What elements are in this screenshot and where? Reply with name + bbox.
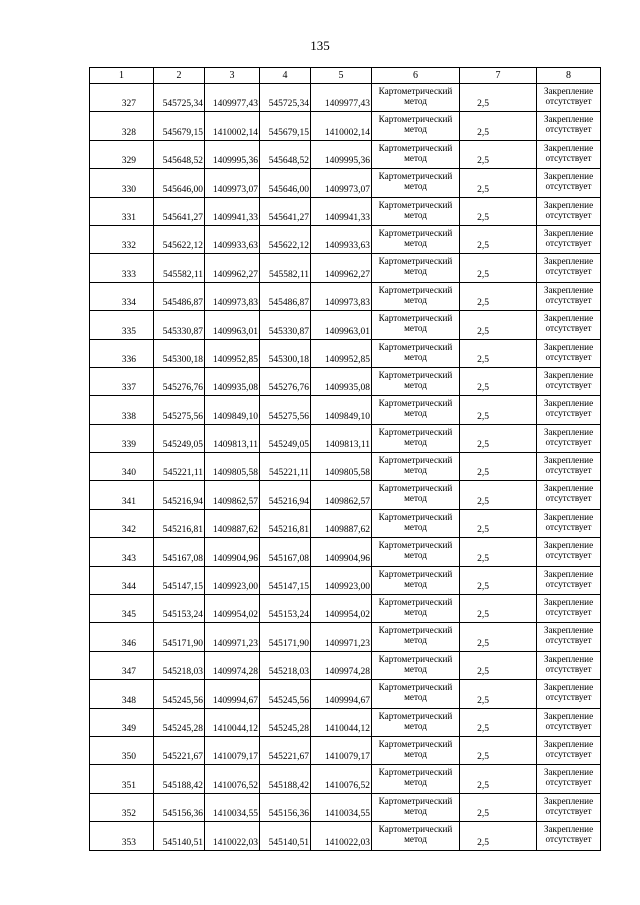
table-row [90,822,601,850]
y-coordinate-cell: 1410002,14 [311,112,372,140]
precision-cell: 2,5 [460,282,537,310]
coordinates-table [89,67,601,851]
precision-cell: 2,5 [460,708,537,736]
x-coordinate-cell: 545218,03 [260,651,311,679]
column-header: 8 [537,68,601,84]
point-number-cell: 334 [90,282,154,310]
y-coordinate-cell: 1409887,62 [311,509,372,537]
method-cell: Картометрический метод [372,453,460,481]
x-coordinate-cell: 545221,11 [260,453,311,481]
column-header: 5 [311,68,372,84]
fixation-cell: Закрепление отсутствует [537,453,601,481]
method-cell: Картометрический метод [372,140,460,168]
y-coordinate-cell: 1410079,17 [205,736,260,764]
x-coordinate-cell: 545216,81 [260,509,311,537]
precision-cell: 2,5 [460,765,537,793]
y-coordinate-cell: 1410079,17 [311,736,372,764]
point-number-cell: 328 [90,112,154,140]
x-coordinate-cell: 545140,51 [260,822,311,850]
x-coordinate-cell: 545622,12 [260,225,311,253]
table-row [90,623,601,651]
precision-cell: 2,5 [460,481,537,509]
y-coordinate-cell: 1409862,57 [205,481,260,509]
y-coordinate-cell: 1409954,02 [311,595,372,623]
x-coordinate-cell: 545582,11 [154,254,205,282]
precision-cell: 2,5 [460,197,537,225]
y-coordinate-cell: 1409971,23 [205,623,260,651]
y-coordinate-cell: 1409962,27 [205,254,260,282]
precision-cell: 2,5 [460,680,537,708]
x-coordinate-cell: 545221,11 [154,453,205,481]
method-cell: Картометрический метод [372,566,460,594]
method-cell: Картометрический метод [372,623,460,651]
table-row [90,169,601,197]
table-row [90,367,601,395]
y-coordinate-cell: 1409933,63 [311,225,372,253]
fixation-cell: Закрепление отсутствует [537,254,601,282]
x-coordinate-cell: 545221,67 [260,736,311,764]
method-cell: Картометрический метод [372,481,460,509]
x-coordinate-cell: 545171,90 [154,623,205,651]
table-row [90,736,601,764]
fixation-cell: Закрепление отсутствует [537,84,601,112]
y-coordinate-cell: 1410044,12 [311,708,372,736]
fixation-cell: Закрепление отсутствует [537,708,601,736]
fixation-cell: Закрепление отсутствует [537,424,601,452]
x-coordinate-cell: 545648,52 [154,140,205,168]
table-row [90,566,601,594]
y-coordinate-cell: 1409995,36 [311,140,372,168]
x-coordinate-cell: 545679,15 [260,112,311,140]
method-cell: Картометрический метод [372,793,460,821]
fixation-cell: Закрепление отсутствует [537,538,601,566]
y-coordinate-cell: 1409849,10 [311,396,372,424]
point-number-cell: 345 [90,595,154,623]
point-number-cell: 340 [90,453,154,481]
y-coordinate-cell: 1409849,10 [205,396,260,424]
point-number-cell: 329 [90,140,154,168]
fixation-cell: Закрепление отсутствует [537,481,601,509]
point-number-cell: 348 [90,680,154,708]
fixation-cell: Закрепление отсутствует [537,595,601,623]
y-coordinate-cell: 1409973,83 [205,282,260,310]
method-cell: Картометрический метод [372,84,460,112]
table-row [90,424,601,452]
method-cell: Картометрический метод [372,112,460,140]
table-row [90,225,601,253]
table-row [90,282,601,310]
table-body [90,84,601,851]
y-coordinate-cell: 1409963,01 [311,311,372,339]
x-coordinate-cell: 545188,42 [154,765,205,793]
point-number-cell: 339 [90,424,154,452]
method-cell: Картометрический метод [372,339,460,367]
x-coordinate-cell: 545249,05 [154,424,205,452]
method-cell: Картометрический метод [372,509,460,537]
x-coordinate-cell: 545646,00 [154,169,205,197]
fixation-cell: Закрепление отсутствует [537,282,601,310]
x-coordinate-cell: 545725,34 [260,84,311,112]
point-number-cell: 350 [90,736,154,764]
point-number-cell: 336 [90,339,154,367]
precision-cell: 2,5 [460,509,537,537]
method-cell: Картометрический метод [372,169,460,197]
x-coordinate-cell: 545300,18 [260,339,311,367]
fixation-cell: Закрепление отсутствует [537,793,601,821]
column-header: 4 [260,68,311,84]
fixation-cell: Закрепление отсутствует [537,140,601,168]
precision-cell: 2,5 [460,225,537,253]
y-coordinate-cell: 1409973,07 [311,169,372,197]
x-coordinate-cell: 545188,42 [260,765,311,793]
x-coordinate-cell: 545276,76 [260,367,311,395]
method-cell: Картометрический метод [372,396,460,424]
y-coordinate-cell: 1409805,58 [205,453,260,481]
x-coordinate-cell: 545171,90 [260,623,311,651]
x-coordinate-cell: 545245,56 [154,680,205,708]
x-coordinate-cell: 545245,56 [260,680,311,708]
table-row [90,765,601,793]
column-header: 7 [460,68,537,84]
method-cell: Картометрический метод [372,822,460,850]
x-coordinate-cell: 545648,52 [260,140,311,168]
y-coordinate-cell: 1409954,02 [205,595,260,623]
x-coordinate-cell: 545153,24 [260,595,311,623]
y-coordinate-cell: 1409862,57 [311,481,372,509]
table-row [90,509,601,537]
y-coordinate-cell: 1409923,00 [311,566,372,594]
header-row [90,68,601,84]
y-coordinate-cell: 1409977,43 [205,84,260,112]
point-number-cell: 332 [90,225,154,253]
point-number-cell: 337 [90,367,154,395]
y-coordinate-cell: 1409994,67 [205,680,260,708]
fixation-cell: Закрепление отсутствует [537,651,601,679]
point-number-cell: 349 [90,708,154,736]
y-coordinate-cell: 1409963,01 [205,311,260,339]
x-coordinate-cell: 545582,11 [260,254,311,282]
table-row [90,708,601,736]
x-coordinate-cell: 545725,34 [154,84,205,112]
column-header: 3 [205,68,260,84]
x-coordinate-cell: 545679,15 [154,112,205,140]
y-coordinate-cell: 1409904,96 [311,538,372,566]
y-coordinate-cell: 1409994,67 [311,680,372,708]
y-coordinate-cell: 1410002,14 [205,112,260,140]
x-coordinate-cell: 545275,56 [260,396,311,424]
table-row [90,481,601,509]
method-cell: Картометрический метод [372,311,460,339]
y-coordinate-cell: 1410034,55 [205,793,260,821]
point-number-cell: 342 [90,509,154,537]
x-coordinate-cell: 545330,87 [154,311,205,339]
y-coordinate-cell: 1410034,55 [311,793,372,821]
precision-cell: 2,5 [460,112,537,140]
precision-cell: 2,5 [460,736,537,764]
point-number-cell: 327 [90,84,154,112]
point-number-cell: 330 [90,169,154,197]
x-coordinate-cell: 545330,87 [260,311,311,339]
point-number-cell: 333 [90,254,154,282]
y-coordinate-cell: 1409977,43 [311,84,372,112]
point-number-cell: 343 [90,538,154,566]
y-coordinate-cell: 1409995,36 [205,140,260,168]
y-coordinate-cell: 1409813,11 [205,424,260,452]
y-coordinate-cell: 1409941,33 [205,197,260,225]
x-coordinate-cell: 545153,24 [154,595,205,623]
y-coordinate-cell: 1410076,52 [205,765,260,793]
precision-cell: 2,5 [460,424,537,452]
fixation-cell: Закрепление отсутствует [537,197,601,225]
method-cell: Картометрический метод [372,538,460,566]
method-cell: Картометрический метод [372,651,460,679]
x-coordinate-cell: 545216,94 [260,481,311,509]
x-coordinate-cell: 545486,87 [260,282,311,310]
fixation-cell: Закрепление отсутствует [537,396,601,424]
point-number-cell: 338 [90,396,154,424]
x-coordinate-cell: 545249,05 [260,424,311,452]
y-coordinate-cell: 1409923,00 [205,566,260,594]
column-header: 1 [90,68,154,84]
method-cell: Картометрический метод [372,197,460,225]
y-coordinate-cell: 1409941,33 [311,197,372,225]
x-coordinate-cell: 545216,94 [154,481,205,509]
fixation-cell: Закрепление отсутствует [537,169,601,197]
method-cell: Картометрический метод [372,424,460,452]
fixation-cell: Закрепление отсутствует [537,509,601,537]
x-coordinate-cell: 545221,67 [154,736,205,764]
fixation-cell: Закрепление отсутствует [537,311,601,339]
y-coordinate-cell: 1409974,28 [205,651,260,679]
method-cell: Картометрический метод [372,680,460,708]
x-coordinate-cell: 545216,81 [154,509,205,537]
x-coordinate-cell: 545245,28 [154,708,205,736]
y-coordinate-cell: 1409805,58 [311,453,372,481]
precision-cell: 2,5 [460,793,537,821]
x-coordinate-cell: 545156,36 [154,793,205,821]
fixation-cell: Закрепление отсутствует [537,822,601,850]
table-row [90,538,601,566]
point-number-cell: 353 [90,822,154,850]
point-number-cell: 351 [90,765,154,793]
precision-cell: 2,5 [460,311,537,339]
table-row [90,453,601,481]
y-coordinate-cell: 1410022,03 [205,822,260,850]
point-number-cell: 335 [90,311,154,339]
point-number-cell: 344 [90,566,154,594]
table-row [90,311,601,339]
precision-cell: 2,5 [460,396,537,424]
table-row [90,84,601,112]
fixation-cell: Закрепление отсутствует [537,339,601,367]
y-coordinate-cell: 1409973,07 [205,169,260,197]
y-coordinate-cell: 1409974,28 [311,651,372,679]
method-cell: Картометрический метод [372,367,460,395]
point-number-cell: 341 [90,481,154,509]
fixation-cell: Закрепление отсутствует [537,112,601,140]
precision-cell: 2,5 [460,84,537,112]
method-cell: Картометрический метод [372,765,460,793]
table-row [90,680,601,708]
column-header: 2 [154,68,205,84]
precision-cell: 2,5 [460,623,537,651]
y-coordinate-cell: 1409952,85 [205,339,260,367]
precision-cell: 2,5 [460,566,537,594]
point-number-cell: 352 [90,793,154,821]
method-cell: Картометрический метод [372,736,460,764]
fixation-cell: Закрепление отсутствует [537,623,601,651]
x-coordinate-cell: 545275,56 [154,396,205,424]
y-coordinate-cell: 1409933,63 [205,225,260,253]
fixation-cell: Закрепление отсутствует [537,566,601,594]
table-row [90,197,601,225]
y-coordinate-cell: 1410022,03 [311,822,372,850]
precision-cell: 2,5 [460,453,537,481]
column-header: 6 [372,68,460,84]
precision-cell: 2,5 [460,367,537,395]
precision-cell: 2,5 [460,140,537,168]
y-coordinate-cell: 1409973,83 [311,282,372,310]
x-coordinate-cell: 545167,08 [154,538,205,566]
y-coordinate-cell: 1409813,11 [311,424,372,452]
x-coordinate-cell: 545646,00 [260,169,311,197]
x-coordinate-cell: 545218,03 [154,651,205,679]
x-coordinate-cell: 545167,08 [260,538,311,566]
point-number-cell: 331 [90,197,154,225]
y-coordinate-cell: 1409887,62 [205,509,260,537]
point-number-cell: 347 [90,651,154,679]
y-coordinate-cell: 1410076,52 [311,765,372,793]
y-coordinate-cell: 1409935,08 [311,367,372,395]
method-cell: Картометрический метод [372,595,460,623]
method-cell: Картометрический метод [372,225,460,253]
y-coordinate-cell: 1409904,96 [205,538,260,566]
fixation-cell: Закрепление отсутствует [537,736,601,764]
precision-cell: 2,5 [460,822,537,850]
table-row [90,112,601,140]
x-coordinate-cell: 545486,87 [154,282,205,310]
precision-cell: 2,5 [460,339,537,367]
precision-cell: 2,5 [460,538,537,566]
x-coordinate-cell: 545300,18 [154,339,205,367]
method-cell: Картометрический метод [372,708,460,736]
fixation-cell: Закрепление отсутствует [537,367,601,395]
x-coordinate-cell: 545140,51 [154,822,205,850]
method-cell: Картометрический метод [372,254,460,282]
table-row [90,140,601,168]
x-coordinate-cell: 545276,76 [154,367,205,395]
x-coordinate-cell: 545147,15 [154,566,205,594]
x-coordinate-cell: 545156,36 [260,793,311,821]
table-row [90,595,601,623]
y-coordinate-cell: 1410044,12 [205,708,260,736]
x-coordinate-cell: 545245,28 [260,708,311,736]
fixation-cell: Закрепление отсутствует [537,680,601,708]
table-row [90,396,601,424]
table-row [90,339,601,367]
precision-cell: 2,5 [460,254,537,282]
x-coordinate-cell: 545641,27 [154,197,205,225]
y-coordinate-cell: 1409952,85 [311,339,372,367]
x-coordinate-cell: 545622,12 [154,225,205,253]
fixation-cell: Закрепление отсутствует [537,225,601,253]
table-row [90,254,601,282]
y-coordinate-cell: 1409935,08 [205,367,260,395]
table-row [90,651,601,679]
precision-cell: 2,5 [460,169,537,197]
x-coordinate-cell: 545641,27 [260,197,311,225]
table-row [90,793,601,821]
precision-cell: 2,5 [460,595,537,623]
method-cell: Картометрический метод [372,282,460,310]
y-coordinate-cell: 1409962,27 [311,254,372,282]
precision-cell: 2,5 [460,651,537,679]
x-coordinate-cell: 545147,15 [260,566,311,594]
fixation-cell: Закрепление отсутствует [537,765,601,793]
y-coordinate-cell: 1409971,23 [311,623,372,651]
page-number: 135 [310,38,330,53]
point-number-cell: 346 [90,623,154,651]
